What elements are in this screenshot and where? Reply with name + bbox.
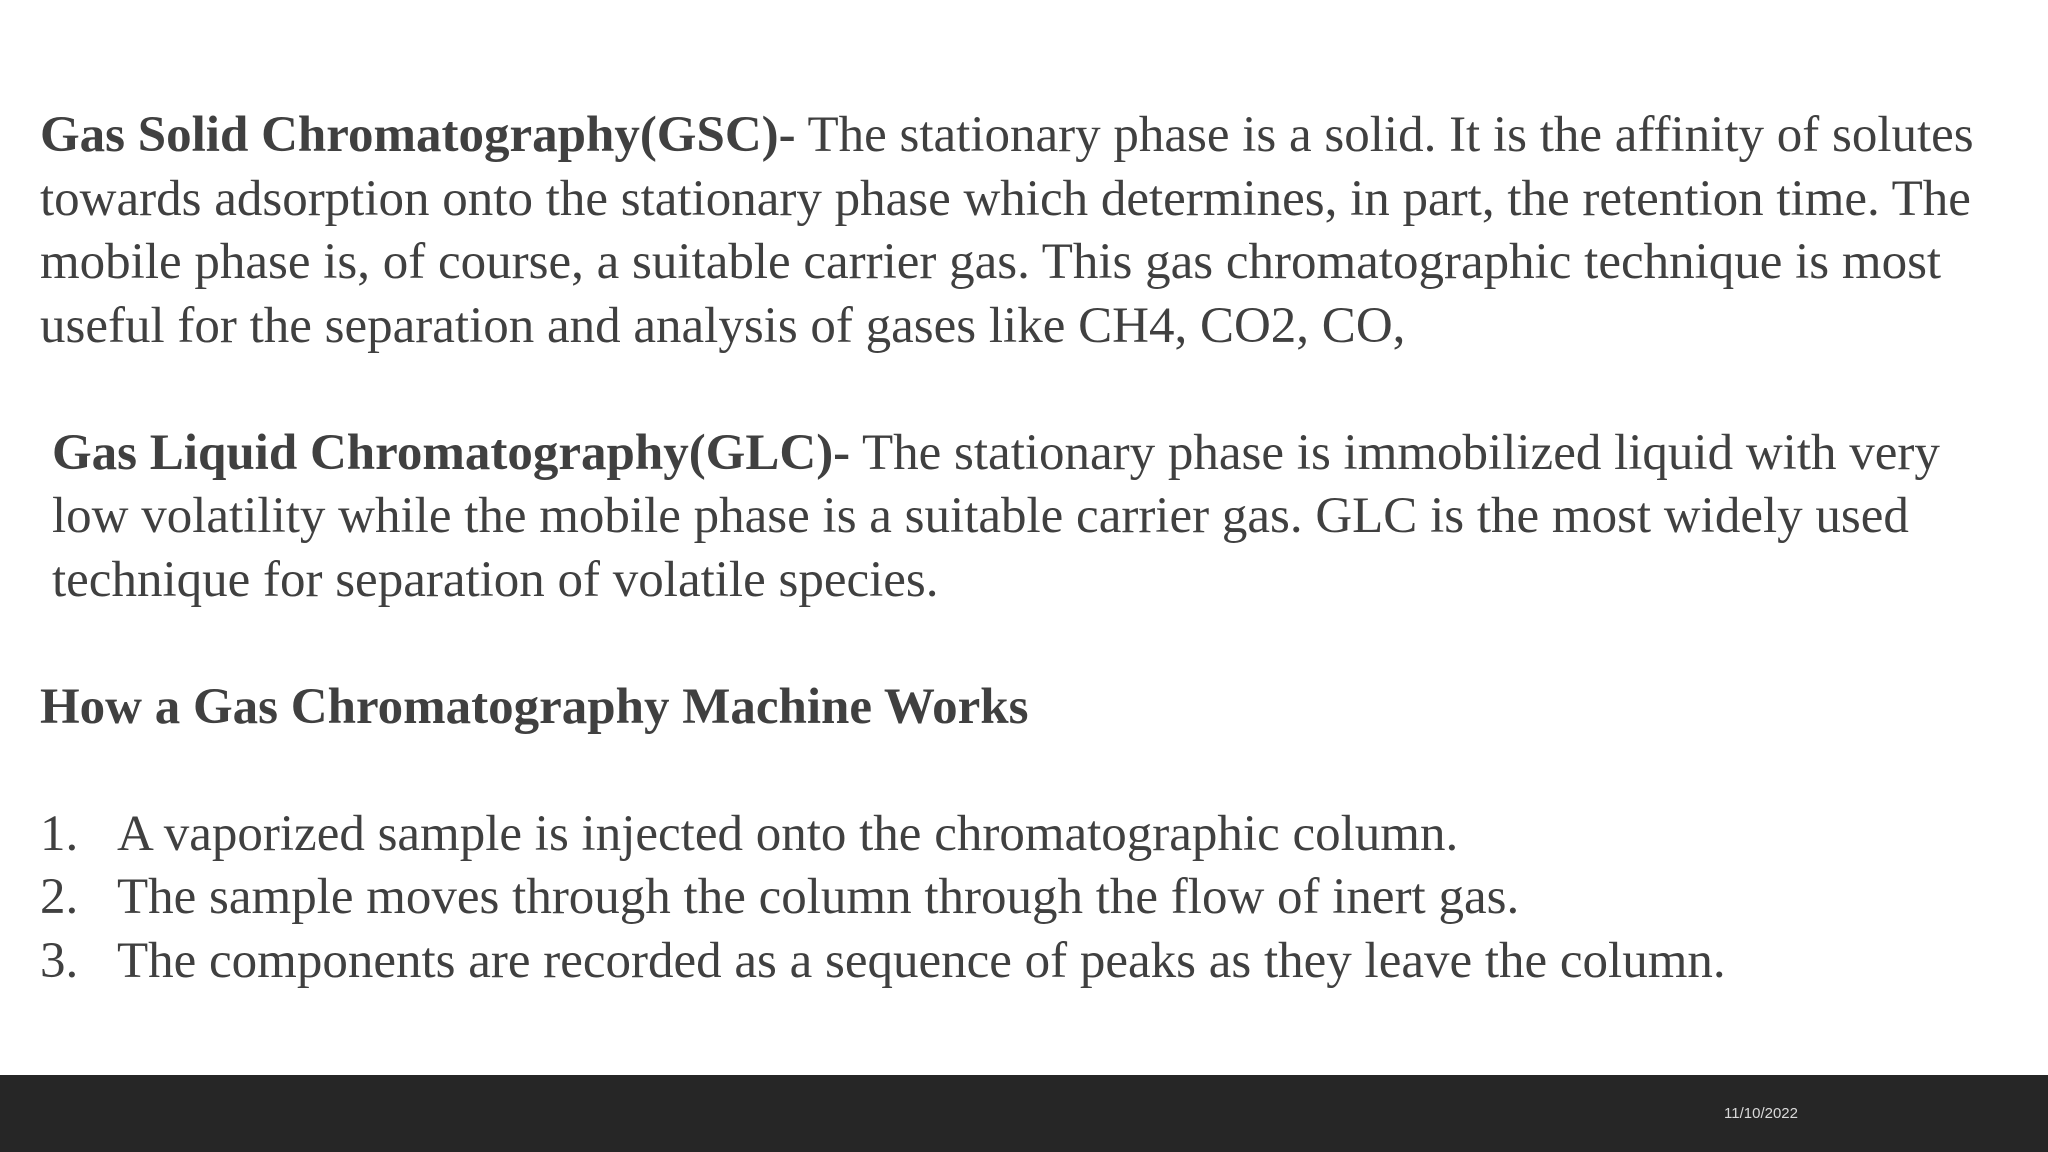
steps-list <box>40 803 2020 994</box>
list-item-text: A vaporized sample is injected onto the chromatographic column. <box>117 805 1459 862</box>
list-item <box>40 866 2020 930</box>
glc-paragraph <box>40 422 2020 613</box>
spacer <box>40 358 2020 422</box>
list-item-number: 3. <box>40 932 79 989</box>
list-item-text: The components are recorded as a sequence of peaks as they leave the column. <box>117 932 1726 989</box>
footer-bar <box>0 1075 2048 1152</box>
spacer <box>40 739 2020 803</box>
list-item-number: 2. <box>40 869 79 925</box>
gsc-description: The stationary phase is a solid. It is the affinity of solutes towards adsorption onto the stationary phase which determines, in part, the retention time. The mobile phase is, of course, a suitable carrier gas. This gas chromatographic technique is most useful for the separation and analysis of gases like CH4, CO2, CO, <box>40 107 1974 354</box>
section-heading: How a Gas Chromatography Machine Works <box>40 678 1029 735</box>
list-item <box>40 803 2020 867</box>
gsc-paragraph <box>40 104 2020 358</box>
gsc-term: Gas Solid Chromatography(GSC)- <box>40 107 796 163</box>
glc-term: Gas Liquid Chromatography(GLC)- <box>52 424 851 481</box>
list-item-number: 1. <box>40 805 79 862</box>
footer-date: 11/10/2022 <box>1724 1105 1798 1122</box>
slide-content <box>40 104 2020 993</box>
list-item <box>40 930 2020 994</box>
glc-description: The stationary phase is immobilized liquid with very low volatility while the mobile phase is a suitable carrier gas. GLC is the most widely used technique for separation of volatile species. <box>52 424 1940 608</box>
list-item-text: The sample moves through the column through the flow of inert gas. <box>117 869 1520 925</box>
spacer <box>40 612 2020 676</box>
